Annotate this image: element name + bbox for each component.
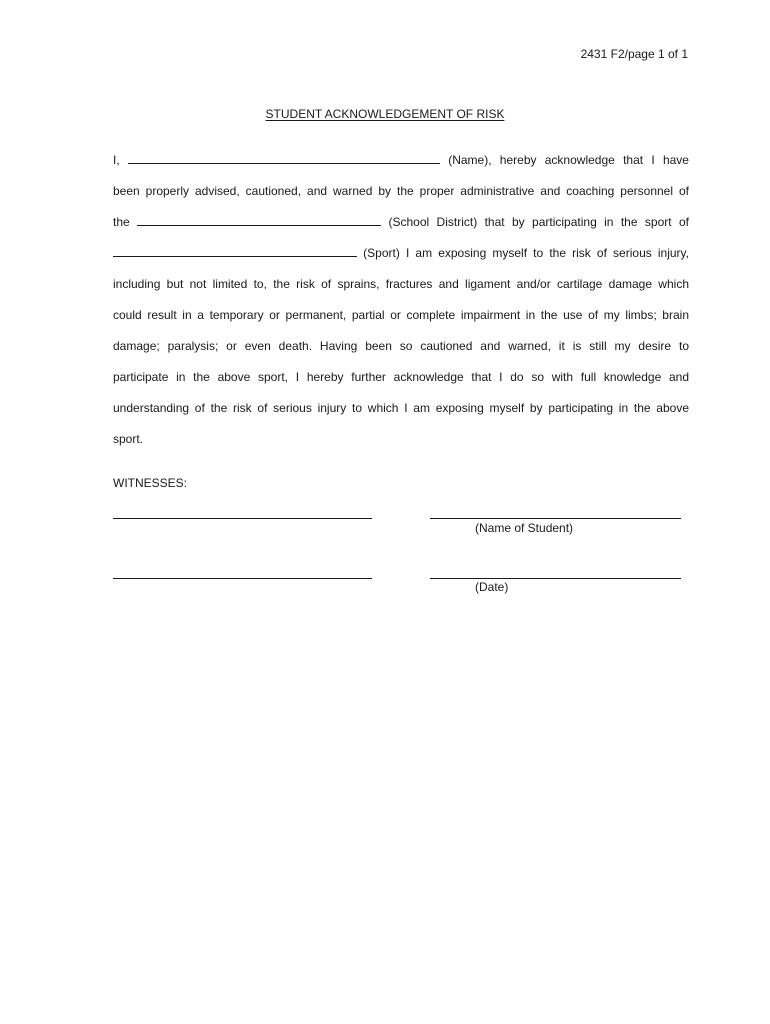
paragraph-line: sport.: [113, 432, 144, 446]
student-name-caption: (Name of Student): [475, 521, 574, 535]
paragraph-line: including but not limited to, the risk of sprains, fractures and ligament and/or cartilage damage which: [113, 277, 689, 291]
witness-signature-line-2[interactable]: [113, 578, 372, 579]
paragraph-line: understanding of the risk of serious injury to which I am exposing myself by participating in the above: [113, 401, 689, 415]
text-fragment: (School District) that by participating in the sport of: [388, 215, 689, 229]
text-fragment: I,: [113, 153, 120, 167]
paragraph-line: [113, 145, 689, 176]
paragraph-line: could result in a temporary or permanent, partial or complete impairment in the use of my limbs; brain: [113, 308, 689, 322]
student-name-signature-line[interactable]: [430, 518, 681, 519]
document-title: STUDENT ACKNOWLEDGEMENT OF RISK: [265, 107, 505, 121]
date-caption: (Date): [475, 580, 509, 594]
witnesses-label: WITNESSES:: [113, 476, 188, 490]
sport-blank-field[interactable]: [113, 245, 357, 257]
text-fragment: (Sport) I am exposing myself to the risk of serious injury,: [363, 246, 689, 260]
text-fragment: the: [113, 215, 130, 229]
paragraph-line: participate in the above sport, I hereby further acknowledge that I do so with full knowledge and: [113, 370, 689, 384]
paragraph-line: damage; paralysis; or even death. Having been so cautioned and warned, it is still my desire to: [113, 339, 689, 353]
acknowledgement-paragraph: [113, 145, 689, 455]
name-blank-field[interactable]: [128, 152, 440, 164]
paragraph-line: been properly advised, cautioned, and warned by the proper administrative and coaching personnel of: [113, 184, 689, 198]
witness-signature-line-1[interactable]: [113, 518, 372, 519]
text-fragment: (Name), hereby acknowledge that I have: [448, 153, 689, 167]
page-reference: 2431 F2/page 1 of 1: [580, 47, 688, 61]
paragraph-line: [113, 207, 689, 238]
date-signature-line[interactable]: [430, 578, 681, 579]
school-district-blank-field[interactable]: [137, 214, 381, 226]
paragraph-line: [113, 238, 689, 269]
